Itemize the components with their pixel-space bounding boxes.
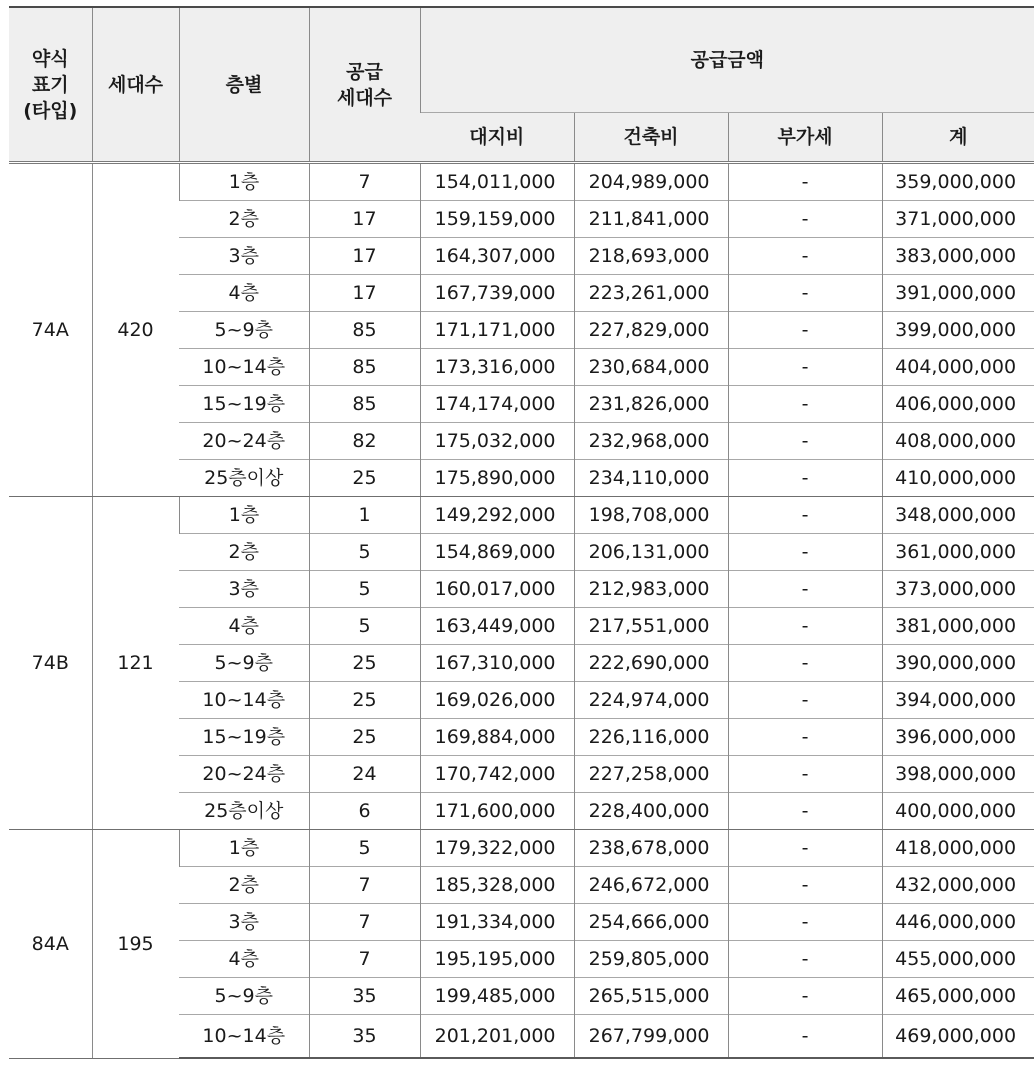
cell-total: 391,000,000: [882, 275, 1034, 312]
cell-vat: -: [728, 719, 882, 756]
cell-supply: 6: [309, 793, 420, 830]
cell-supply: 35: [309, 1015, 420, 1059]
cell-floor: 1층: [179, 830, 309, 867]
cell-land: 171,171,000: [420, 312, 574, 349]
cell-supply: 24: [309, 756, 420, 793]
cell-floor: 4층: [179, 941, 309, 978]
cell-land: 167,739,000: [420, 275, 574, 312]
header-land: 대지비: [420, 113, 574, 163]
cell-supply: 7: [309, 867, 420, 904]
cell-vat: -: [728, 534, 882, 571]
cell-floor: 5~9층: [179, 645, 309, 682]
cell-supply: 25: [309, 719, 420, 756]
table-header: [9, 7, 1034, 163]
cell-floor: 10~14층: [179, 1015, 309, 1059]
cell-supply: 17: [309, 201, 420, 238]
cell-units: 121: [92, 497, 179, 830]
cell-building: 228,400,000: [574, 793, 728, 830]
cell-total: 400,000,000: [882, 793, 1034, 830]
header-supply: [309, 7, 420, 163]
cell-building: 224,974,000: [574, 682, 728, 719]
cell-supply: 7: [309, 904, 420, 941]
cell-floor: 2층: [179, 534, 309, 571]
header-type: [9, 7, 92, 163]
cell-vat: -: [728, 867, 882, 904]
cell-building: 226,116,000: [574, 719, 728, 756]
cell-supply: 7: [309, 163, 420, 201]
cell-land: 154,011,000: [420, 163, 574, 201]
cell-floor: 15~19층: [179, 719, 309, 756]
cell-building: 206,131,000: [574, 534, 728, 571]
cell-supply: 5: [309, 534, 420, 571]
cell-building: 234,110,000: [574, 460, 728, 497]
cell-total: 394,000,000: [882, 682, 1034, 719]
cell-total: 383,000,000: [882, 238, 1034, 275]
cell-vat: -: [728, 904, 882, 941]
cell-land: 159,159,000: [420, 201, 574, 238]
cell-vat: -: [728, 497, 882, 534]
cell-vat: -: [728, 201, 882, 238]
cell-vat: -: [728, 1015, 882, 1059]
cell-land: 163,449,000: [420, 608, 574, 645]
cell-total: 348,000,000: [882, 497, 1034, 534]
cell-land: 175,032,000: [420, 423, 574, 460]
cell-building: 254,666,000: [574, 904, 728, 941]
cell-supply: 5: [309, 608, 420, 645]
cell-supply: 25: [309, 645, 420, 682]
cell-supply: 7: [309, 941, 420, 978]
cell-vat: -: [728, 830, 882, 867]
cell-land: 160,017,000: [420, 571, 574, 608]
header-type-line: 표기: [31, 73, 69, 96]
cell-units: 420: [92, 163, 179, 497]
cell-building: 222,690,000: [574, 645, 728, 682]
cell-total: 361,000,000: [882, 534, 1034, 571]
cell-land: 170,742,000: [420, 756, 574, 793]
cell-supply: 35: [309, 978, 420, 1015]
cell-land: 199,485,000: [420, 978, 574, 1015]
cell-total: 396,000,000: [882, 719, 1034, 756]
cell-building: 267,799,000: [574, 1015, 728, 1059]
header-total: 계: [882, 113, 1034, 163]
header-supply-line: 세대수: [336, 86, 393, 109]
cell-total: 373,000,000: [882, 571, 1034, 608]
cell-supply: 85: [309, 386, 420, 423]
cell-land: 201,201,000: [420, 1015, 574, 1059]
cell-floor: 5~9층: [179, 312, 309, 349]
cell-vat: -: [728, 571, 882, 608]
cell-floor: 25층이상: [179, 460, 309, 497]
cell-vat: -: [728, 793, 882, 830]
cell-building: 218,693,000: [574, 238, 728, 275]
cell-total: 432,000,000: [882, 867, 1034, 904]
table-row: [9, 830, 1034, 867]
cell-floor: 15~19층: [179, 386, 309, 423]
cell-building: 265,515,000: [574, 978, 728, 1015]
cell-supply: 25: [309, 460, 420, 497]
cell-building: 227,829,000: [574, 312, 728, 349]
header-type-line: (타입): [23, 99, 78, 122]
cell-land: 191,334,000: [420, 904, 574, 941]
cell-vat: -: [728, 460, 882, 497]
cell-type: 74B: [9, 497, 92, 830]
header-floor: 층별: [179, 7, 309, 163]
cell-vat: -: [728, 756, 882, 793]
cell-land: 179,322,000: [420, 830, 574, 867]
cell-total: 408,000,000: [882, 423, 1034, 460]
cell-floor: 2층: [179, 201, 309, 238]
cell-floor: 10~14층: [179, 349, 309, 386]
cell-type: 74A: [9, 163, 92, 497]
cell-floor: 3층: [179, 238, 309, 275]
cell-land: 175,890,000: [420, 460, 574, 497]
cell-vat: -: [728, 941, 882, 978]
cell-land: 195,195,000: [420, 941, 574, 978]
cell-vat: -: [728, 275, 882, 312]
cell-total: 404,000,000: [882, 349, 1034, 386]
cell-vat: -: [728, 312, 882, 349]
cell-total: 371,000,000: [882, 201, 1034, 238]
cell-supply: 5: [309, 571, 420, 608]
header-units: 세대수: [92, 7, 179, 163]
cell-total: 381,000,000: [882, 608, 1034, 645]
cell-floor: 1층: [179, 163, 309, 201]
header-vat: 부가세: [728, 113, 882, 163]
cell-building: 227,258,000: [574, 756, 728, 793]
cell-supply: 82: [309, 423, 420, 460]
cell-type: 84A: [9, 830, 92, 1059]
header-type-line: 약식: [31, 47, 69, 70]
cell-building: 238,678,000: [574, 830, 728, 867]
cell-total: 418,000,000: [882, 830, 1034, 867]
cell-total: 390,000,000: [882, 645, 1034, 682]
table-body: [9, 163, 1034, 1059]
cell-building: 232,968,000: [574, 423, 728, 460]
cell-total: 359,000,000: [882, 163, 1034, 201]
cell-building: 231,826,000: [574, 386, 728, 423]
cell-floor: 20~24층: [179, 756, 309, 793]
cell-floor: 3층: [179, 904, 309, 941]
cell-floor: 4층: [179, 608, 309, 645]
cell-floor: 20~24층: [179, 423, 309, 460]
cell-floor: 25층이상: [179, 793, 309, 830]
cell-supply: 1: [309, 497, 420, 534]
cell-supply: 85: [309, 312, 420, 349]
cell-floor: 2층: [179, 867, 309, 904]
cell-floor: 5~9층: [179, 978, 309, 1015]
cell-units: 195: [92, 830, 179, 1059]
cell-building: 259,805,000: [574, 941, 728, 978]
cell-supply: 85: [309, 349, 420, 386]
cell-vat: -: [728, 386, 882, 423]
cell-land: 185,328,000: [420, 867, 574, 904]
header-amount-group: 공급금액: [420, 7, 1034, 113]
cell-vat: -: [728, 978, 882, 1015]
cell-land: 167,310,000: [420, 645, 574, 682]
cell-supply: 17: [309, 238, 420, 275]
cell-land: 169,026,000: [420, 682, 574, 719]
cell-land: 174,174,000: [420, 386, 574, 423]
cell-total: 455,000,000: [882, 941, 1034, 978]
header-supply-line: 공급: [346, 60, 383, 83]
cell-land: 149,292,000: [420, 497, 574, 534]
cell-vat: -: [728, 163, 882, 201]
cell-land: 169,884,000: [420, 719, 574, 756]
cell-floor: 1층: [179, 497, 309, 534]
cell-supply: 25: [309, 682, 420, 719]
cell-building: 230,684,000: [574, 349, 728, 386]
cell-vat: -: [728, 608, 882, 645]
cell-supply: 17: [309, 275, 420, 312]
cell-vat: -: [728, 423, 882, 460]
cell-total: 406,000,000: [882, 386, 1034, 423]
cell-total: 410,000,000: [882, 460, 1034, 497]
cell-building: 217,551,000: [574, 608, 728, 645]
cell-vat: -: [728, 682, 882, 719]
cell-vat: -: [728, 349, 882, 386]
table-row: [9, 497, 1034, 534]
cell-land: 171,600,000: [420, 793, 574, 830]
cell-total: 465,000,000: [882, 978, 1034, 1015]
cell-total: 469,000,000: [882, 1015, 1034, 1059]
cell-building: 246,672,000: [574, 867, 728, 904]
cell-total: 398,000,000: [882, 756, 1034, 793]
supply-price-table: [9, 6, 1034, 1059]
table-row: [9, 163, 1034, 201]
cell-total: 399,000,000: [882, 312, 1034, 349]
cell-total: 446,000,000: [882, 904, 1034, 941]
header-building: 건축비: [574, 113, 728, 163]
cell-building: 212,983,000: [574, 571, 728, 608]
cell-floor: 10~14층: [179, 682, 309, 719]
cell-land: 154,869,000: [420, 534, 574, 571]
cell-vat: -: [728, 238, 882, 275]
cell-building: 223,261,000: [574, 275, 728, 312]
cell-land: 164,307,000: [420, 238, 574, 275]
cell-vat: -: [728, 645, 882, 682]
cell-building: 198,708,000: [574, 497, 728, 534]
cell-floor: 4층: [179, 275, 309, 312]
cell-building: 211,841,000: [574, 201, 728, 238]
cell-floor: 3층: [179, 571, 309, 608]
cell-building: 204,989,000: [574, 163, 728, 201]
cell-land: 173,316,000: [420, 349, 574, 386]
cell-supply: 5: [309, 830, 420, 867]
